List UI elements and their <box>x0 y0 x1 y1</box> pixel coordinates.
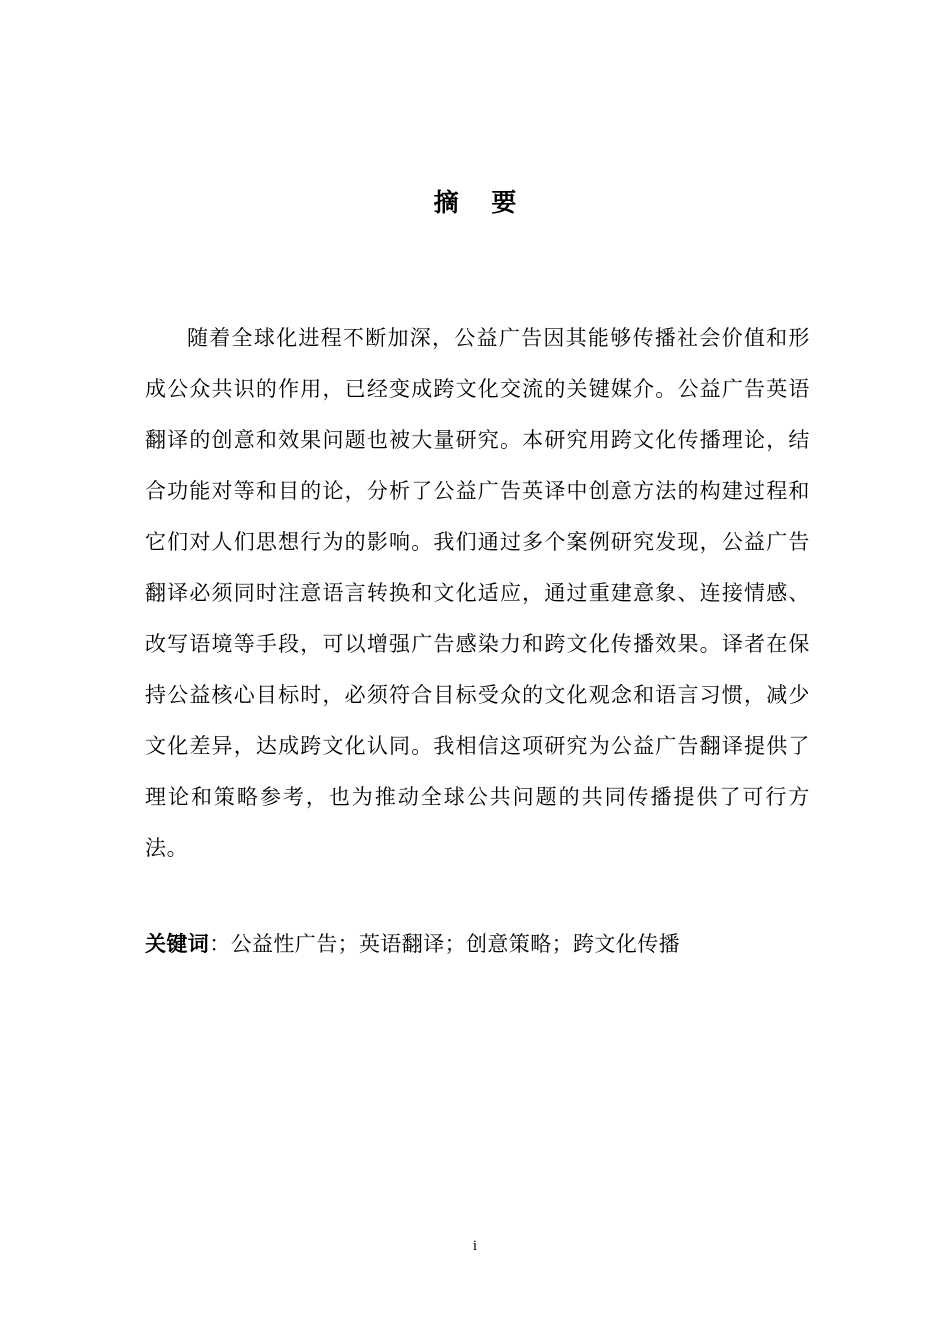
keywords-colon: ： <box>209 932 231 956</box>
keywords-line <box>145 921 810 967</box>
abstract-paragraph: 随着全球化进程不断加深，公益广告因其能够传播社会价值和形成公众共识的作用，已经变成跨文化交流的关键媒介。公益广告英语翻译的创意和效果问题也被大量研究。本研究用跨文化传播理论，结合功能对等和目的论，分析了公益广告英译中创意方法的构建过程和它们对人们思想行为的影响。我们通过多个案例研究发现，公益广告翻译必须同时注意语言转换和文化适应，通过重建意象、连接情感、改写语境等手段，可以增强广告感染力和跨文化传播效果。译者在保持公益核心目标时，必须符合目标受众的文化观念和语言习惯，减少文化差异，达成跨文化认同。我相信这项研究为公益广告翻译提供了理论和策略参考，也为推动全球公共问题的共同传播提供了可行方法。 <box>145 326 810 860</box>
page-number: i <box>472 1238 478 1254</box>
abstract-title: 摘 要 <box>433 188 529 217</box>
keywords-list: 公益性广告；英语翻译；创意策略；跨文化传播 <box>230 932 681 956</box>
keywords-label: 关键词 <box>145 932 210 956</box>
